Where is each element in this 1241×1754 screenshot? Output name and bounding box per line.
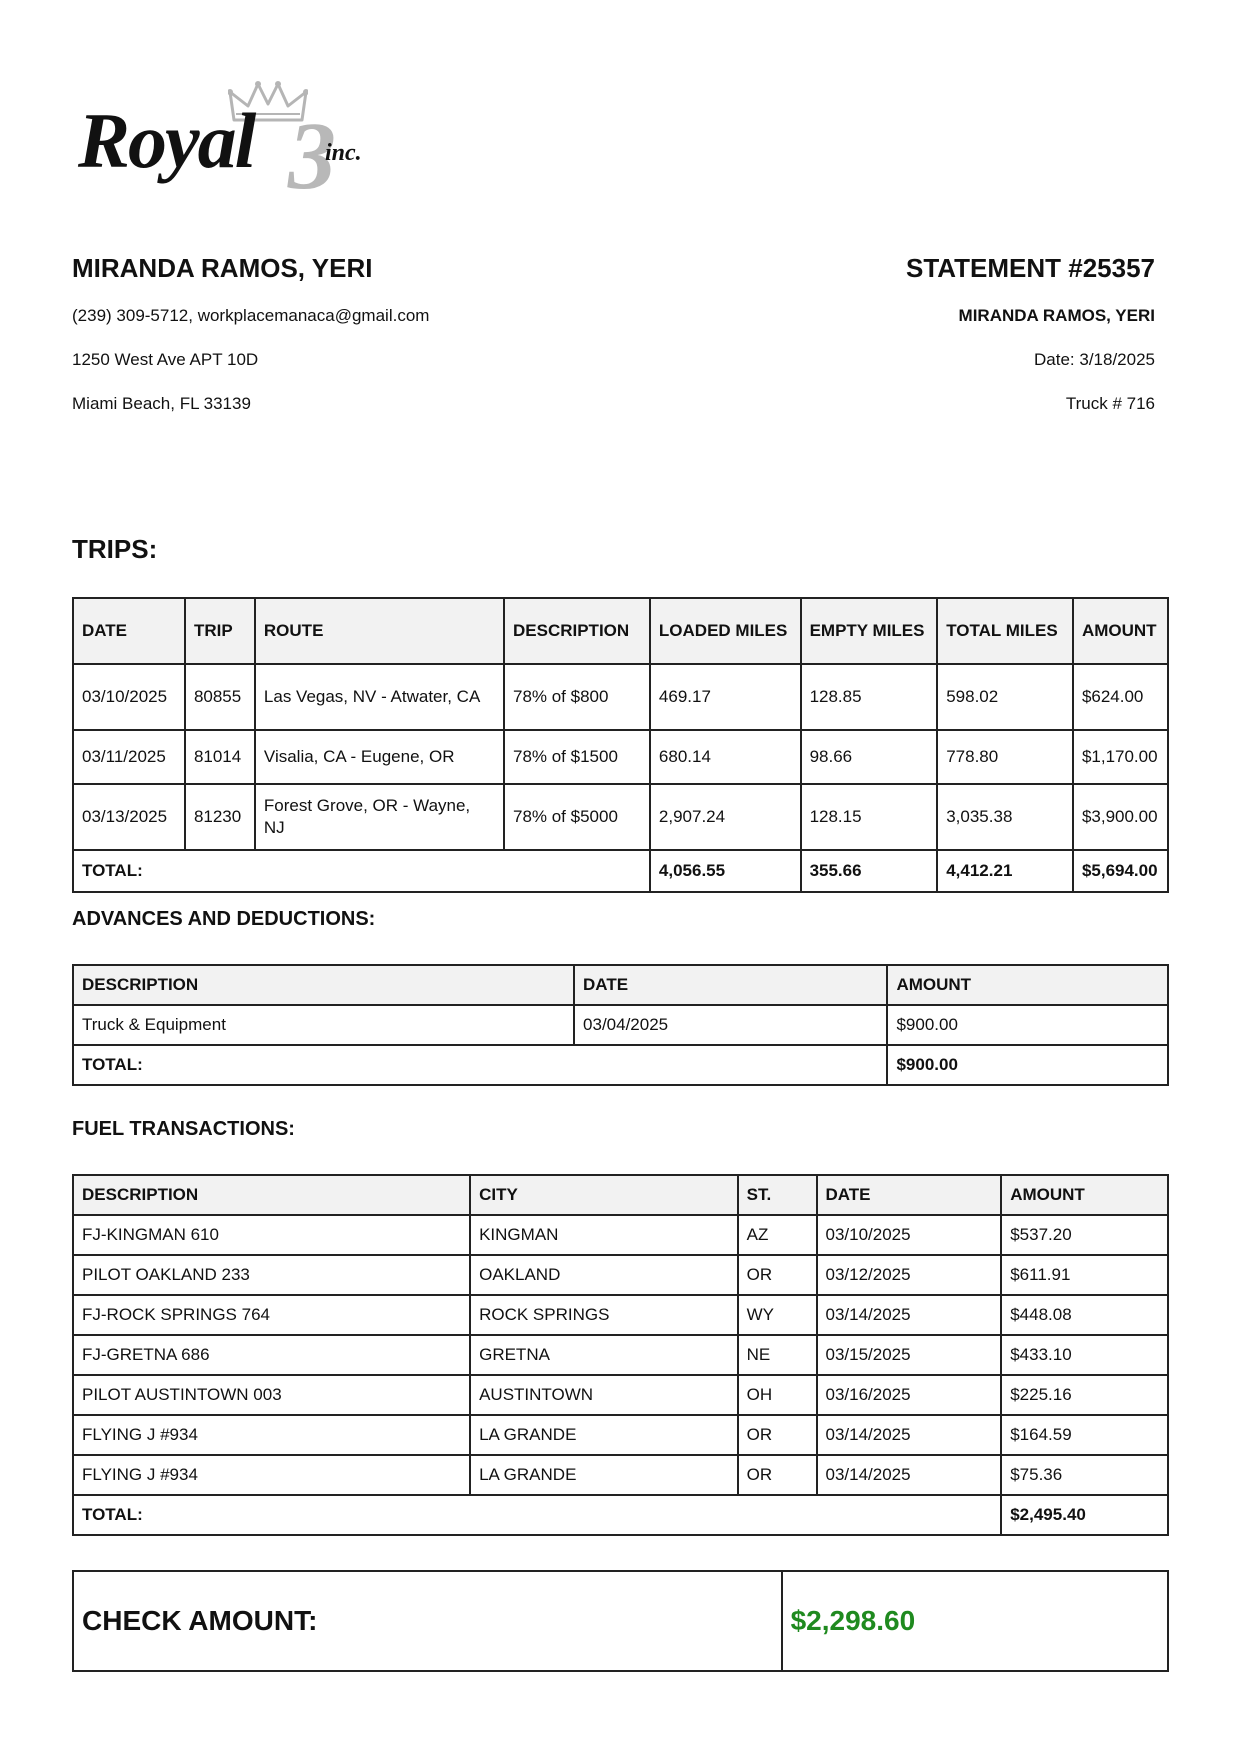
table-cell: $611.91 [1001, 1255, 1168, 1295]
check-amount-value: $2,298.60 [782, 1571, 1168, 1671]
table-cell: $900.00 [887, 1005, 1168, 1045]
trips-heading: TRIPS: [72, 534, 158, 564]
table-cell: Forest Grove, OR - Wayne, NJ [255, 784, 504, 850]
statement-info [595, 250, 1155, 426]
table-cell: 03/04/2025 [574, 1005, 887, 1045]
total-row [73, 1045, 1168, 1085]
table-cell: LA GRANDE [470, 1415, 738, 1455]
table-row [73, 1255, 1168, 1295]
column-header: CITY [470, 1175, 738, 1215]
table-row [73, 1455, 1168, 1495]
total-amount: $2,495.40 [1001, 1495, 1168, 1535]
driver-info [72, 250, 632, 426]
column-header: TOTAL MILES [937, 598, 1073, 664]
table-cell: OR [738, 1455, 817, 1495]
table-cell: KINGMAN [470, 1215, 738, 1255]
table-cell: 128.85 [801, 664, 938, 730]
table-cell: 128.15 [801, 784, 938, 850]
table-cell: AUSTINTOWN [470, 1375, 738, 1415]
table-cell: 03/10/2025 [73, 664, 185, 730]
column-header: DATE [817, 1175, 1002, 1215]
table-row [73, 1215, 1168, 1255]
total-empty-miles: 355.66 [801, 850, 938, 892]
table-cell: 78% of $800 [504, 664, 650, 730]
trips-table [72, 597, 1169, 893]
table-cell: Truck & Equipment [73, 1005, 574, 1045]
table-cell: 598.02 [937, 664, 1073, 730]
table-cell: $448.08 [1001, 1295, 1168, 1335]
advances-table [72, 964, 1169, 1086]
column-header: TRIP [185, 598, 255, 664]
column-header: DESCRIPTION [73, 1175, 470, 1215]
table-cell: AZ [738, 1215, 817, 1255]
table-cell: FJ-ROCK SPRINGS 764 [73, 1295, 470, 1335]
table-cell: 03/15/2025 [817, 1335, 1002, 1375]
driver-address-line2: Miami Beach, FL 33139 [72, 394, 251, 413]
table-cell: OAKLAND [470, 1255, 738, 1295]
table-cell: 680.14 [650, 730, 801, 784]
company-logo [78, 78, 388, 209]
table-cell: 81230 [185, 784, 255, 850]
table-cell: 2,907.24 [650, 784, 801, 850]
table-cell: 03/10/2025 [817, 1215, 1002, 1255]
table-cell: Visalia, CA - Eugene, OR [255, 730, 504, 784]
table-cell: $433.10 [1001, 1335, 1168, 1375]
statement-driver-name: MIRANDA RAMOS, YERI [958, 306, 1155, 325]
table-cell: 778.80 [937, 730, 1073, 784]
total-label: TOTAL: [73, 1495, 1001, 1535]
column-header: DESCRIPTION [504, 598, 650, 664]
table-cell: 80855 [185, 664, 255, 730]
total-loaded-miles: 4,056.55 [650, 850, 801, 892]
table-row [73, 1375, 1168, 1415]
total-label: TOTAL: [73, 1045, 887, 1085]
total-amount: $900.00 [887, 1045, 1168, 1085]
driver-name: MIRANDA RAMOS, YERI [72, 253, 373, 283]
statement-date: Date: 3/18/2025 [1034, 350, 1155, 369]
table-cell: 03/12/2025 [817, 1255, 1002, 1295]
table-header-row [73, 1175, 1168, 1215]
table-cell: OR [738, 1255, 817, 1295]
column-header: LOADED MILES [650, 598, 801, 664]
table-cell: $624.00 [1073, 664, 1168, 730]
table-cell: 3,035.38 [937, 784, 1073, 850]
column-header: DATE [574, 965, 887, 1005]
logo-wordmark: Royal [78, 97, 255, 184]
fuel-heading: FUEL TRANSACTIONS: [72, 1118, 295, 1140]
table-cell: 78% of $5000 [504, 784, 650, 850]
table-cell: 03/14/2025 [817, 1295, 1002, 1335]
table-header-row [73, 598, 1168, 664]
logo-number: 3 [288, 102, 336, 209]
total-miles: 4,412.21 [937, 850, 1073, 892]
table-cell: Las Vegas, NV - Atwater, CA [255, 664, 504, 730]
column-header: DESCRIPTION [73, 965, 574, 1005]
table-cell: $164.59 [1001, 1415, 1168, 1455]
table-cell: 469.17 [650, 664, 801, 730]
table-cell: NE [738, 1335, 817, 1375]
total-amount: $5,694.00 [1073, 850, 1168, 892]
table-cell: 98.66 [801, 730, 938, 784]
table-cell: OR [738, 1415, 817, 1455]
table-row [73, 784, 1168, 850]
column-header: DATE [73, 598, 185, 664]
table-row [73, 1295, 1168, 1335]
table-cell: $225.16 [1001, 1375, 1168, 1415]
driver-address-line1: 1250 West Ave APT 10D [72, 350, 259, 369]
table-row [73, 1005, 1168, 1045]
table-row [73, 664, 1168, 730]
table-header-row [73, 965, 1168, 1005]
check-amount-label: CHECK AMOUNT: [73, 1571, 782, 1671]
table-cell: ROCK SPRINGS [470, 1295, 738, 1335]
statement-title: STATEMENT #25357 [905, 253, 1155, 283]
advances-heading: ADVANCES AND DEDUCTIONS: [72, 908, 376, 930]
column-header: ST. [738, 1175, 817, 1215]
table-cell: $537.20 [1001, 1215, 1168, 1255]
check-amount-box [72, 1570, 1169, 1672]
table-cell: OH [738, 1375, 817, 1415]
table-cell: WY [738, 1295, 817, 1335]
column-header: EMPTY MILES [801, 598, 938, 664]
table-cell: PILOT AUSTINTOWN 003 [73, 1375, 470, 1415]
column-header: AMOUNT [1001, 1175, 1168, 1215]
table-cell: 03/14/2025 [817, 1415, 1002, 1455]
table-cell: $1,170.00 [1073, 730, 1168, 784]
fuel-table [72, 1174, 1169, 1536]
table-cell: $3,900.00 [1073, 784, 1168, 850]
table-cell: PILOT OAKLAND 233 [73, 1255, 470, 1295]
table-row [73, 730, 1168, 784]
table-cell: GRETNA [470, 1335, 738, 1375]
total-label: TOTAL: [73, 850, 650, 892]
table-cell: 03/13/2025 [73, 784, 185, 850]
table-cell: $75.36 [1001, 1455, 1168, 1495]
table-cell: 03/16/2025 [817, 1375, 1002, 1415]
driver-contact: (239) 309-5712, workplacemanaca@gmail.com [72, 306, 430, 325]
table-cell: 81014 [185, 730, 255, 784]
column-header: ROUTE [255, 598, 504, 664]
table-row [73, 1415, 1168, 1455]
table-row [73, 1335, 1168, 1375]
total-row [73, 1495, 1168, 1535]
column-header: AMOUNT [887, 965, 1168, 1005]
table-cell: FJ-GRETNA 686 [73, 1335, 470, 1375]
table-cell: 03/14/2025 [817, 1455, 1002, 1495]
table-cell: FJ-KINGMAN 610 [73, 1215, 470, 1255]
table-cell: FLYING J #934 [73, 1455, 470, 1495]
table-cell: 03/11/2025 [73, 730, 185, 784]
logo-suffix: inc. [325, 140, 362, 166]
column-header: AMOUNT [1073, 598, 1168, 664]
table-cell: LA GRANDE [470, 1455, 738, 1495]
total-row [73, 850, 1168, 892]
table-cell: 78% of $1500 [504, 730, 650, 784]
statement-truck: Truck # 716 [1065, 394, 1155, 413]
table-cell: FLYING J #934 [73, 1415, 470, 1455]
